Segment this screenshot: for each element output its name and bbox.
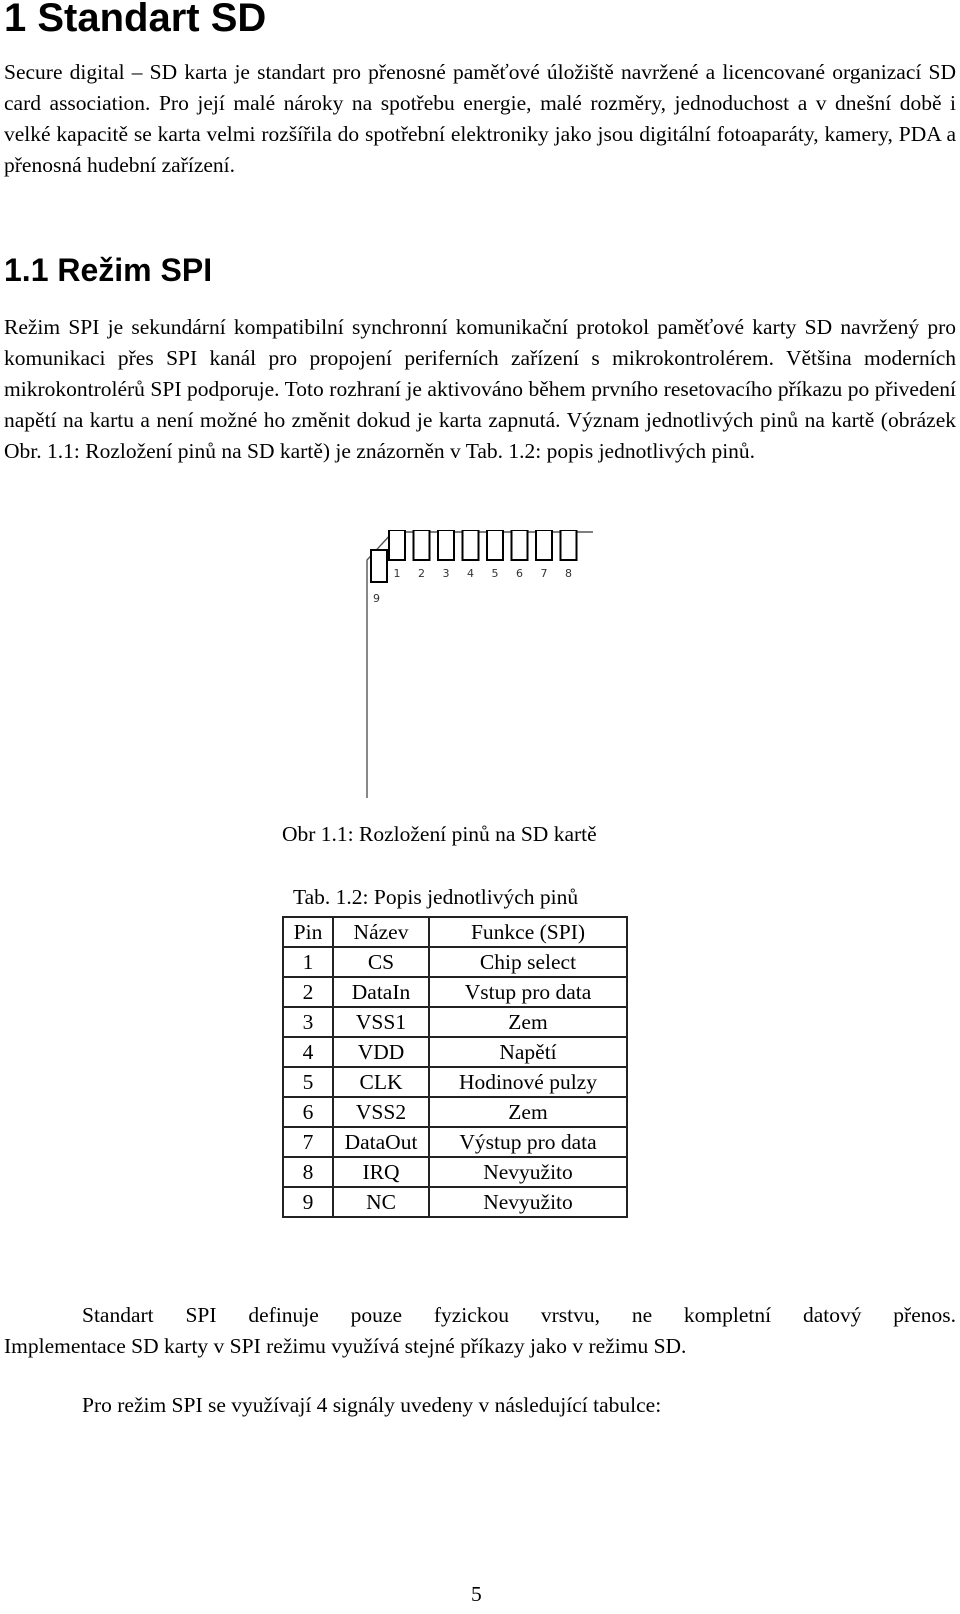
pin-label: 3: [442, 567, 450, 580]
function-cell: Vstup pro data: [429, 977, 627, 1007]
pin-9-label: 9: [373, 592, 380, 605]
spi-standard-line-2: Implementace SD karty v SPI režimu využívá stejné příkazy jako v režimu SD.: [4, 1334, 687, 1358]
pin-label: 7: [540, 567, 548, 580]
pin-6-contact: [512, 530, 528, 560]
sd-card-outline-diagram: [365, 530, 595, 800]
function-cell: Chip select: [429, 947, 627, 977]
header-pin: Pin: [283, 917, 333, 947]
section-heading: 1 Standart SD: [4, 0, 267, 40]
pin-label: 1: [393, 567, 401, 580]
pin-cell: 7: [283, 1127, 333, 1157]
pin-label: 6: [516, 567, 523, 580]
page-number: 5: [471, 1582, 482, 1606]
function-cell: Nevyužito: [429, 1187, 627, 1217]
function-cell: Napětí: [429, 1037, 627, 1067]
table-header-row: [283, 917, 627, 947]
pin-label: 2: [418, 567, 425, 580]
pin-9-contact: [371, 550, 387, 582]
function-cell: Nevyužito: [429, 1157, 627, 1187]
table-row: [283, 1037, 627, 1067]
subsection-heading: 1.1 Režim SPI: [4, 252, 213, 288]
header-function: Funkce (SPI): [429, 917, 627, 947]
pin-8-contact: [561, 530, 577, 560]
table-row: [283, 1007, 627, 1037]
function-cell: Hodinové pulzy: [429, 1067, 627, 1097]
pin-table: [282, 916, 628, 1218]
name-cell: VSS1: [333, 1007, 429, 1037]
pin-7-contact: [536, 530, 552, 560]
table-row: [283, 1097, 627, 1127]
table-row: [283, 1157, 627, 1187]
pin-2-contact: [414, 530, 430, 560]
pin-cell: 6: [283, 1097, 333, 1127]
table-row: [283, 947, 627, 977]
table-caption: Tab. 1.2: Popis jednotlivých pinů: [293, 885, 579, 909]
spi-standard-paragraph: [4, 1300, 956, 1362]
name-cell: CS: [333, 947, 429, 977]
sd-card-pinout-figure: [365, 530, 595, 805]
pin-cell: 4: [283, 1037, 333, 1067]
name-cell: VSS2: [333, 1097, 429, 1127]
spi-paragraph: Režim SPI je sekundární kompatibilní synchronní komunikační protokol paměťové karty SD navržený pro komunikaci přes SPI kanál pro propojení periferních zařízení s mikrokontrolérem. Většina moderních mikrokontrolérů SPI podporuje. Toto rozhraní je aktivováno během prvního resetovacího příkazu po přivedení napětí na kartu a není možné ho změnit dokud je karta zapnutá. Význam jednotlivých pinů na kartě (obrázek Obr. 1.1: Rozložení pinů na SD kartě) je znázorněn v Tab. 1.2: popis jednotlivých pinů.: [4, 315, 956, 463]
intro-paragraph: Secure digital – SD karta je standart pro přenosné paměťové úložiště navržené a licencované organizací SD card association. Pro její malé nároky na spotřebu energie, malé rozměry, jednoduchost a v dnešní době i velké kapacitě se karta velmi rozšířila do spotřební elektroniky jako jsou digitální fotoaparáty, kamery, PDA a přenosná hudební zařízení.: [4, 60, 956, 177]
pin-cell: 9: [283, 1187, 333, 1217]
figure-caption: Obr 1.1: Rozložení pinů na SD kartě: [282, 822, 597, 846]
function-cell: Výstup pro data: [429, 1127, 627, 1157]
pin-label: 5: [491, 567, 499, 580]
pin-cell: 1: [283, 947, 333, 977]
pin-3-contact: [438, 530, 454, 560]
signals-paragraph: Pro režim SPI se využívají 4 signály uvedeny v následující tabulce:: [82, 1393, 662, 1417]
name-cell: VDD: [333, 1037, 429, 1067]
pin-1-contact: [389, 530, 405, 560]
table-row: [283, 1187, 627, 1217]
name-cell: DataOut: [333, 1127, 429, 1157]
name-cell: NC: [333, 1187, 429, 1217]
header-name: Název: [333, 917, 429, 947]
spi-standard-line-1: Standart SPI definuje pouze fyzickou vrstvu, ne kompletní datový přenos.: [82, 1303, 956, 1327]
name-cell: IRQ: [333, 1157, 429, 1187]
table-row: [283, 1127, 627, 1157]
pin-cell: 2: [283, 977, 333, 1007]
function-cell: Zem: [429, 1007, 627, 1037]
pin-5-contact: [487, 530, 503, 560]
pin-4-contact: [463, 530, 479, 560]
pin-label: 4: [467, 567, 474, 580]
pin-cell: 3: [283, 1007, 333, 1037]
name-cell: CLK: [333, 1067, 429, 1097]
pin-cell: 8: [283, 1157, 333, 1187]
table-row: [283, 1067, 627, 1097]
pin-cell: 5: [283, 1067, 333, 1097]
pin-label: 8: [565, 567, 572, 580]
table-row: [283, 977, 627, 1007]
name-cell: DataIn: [333, 977, 429, 1007]
function-cell: Zem: [429, 1097, 627, 1127]
